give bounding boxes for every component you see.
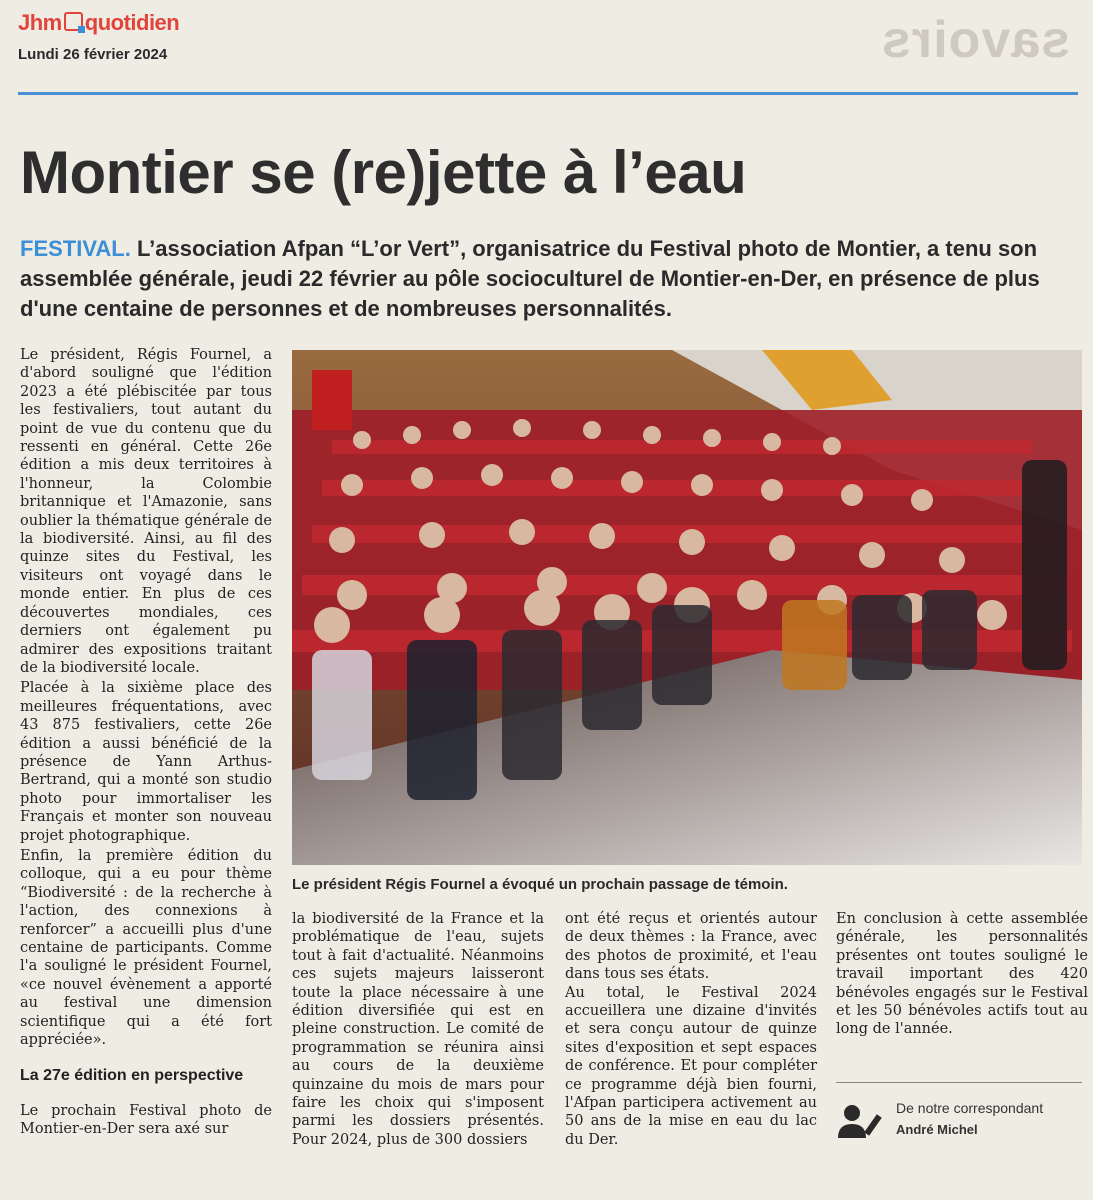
- column-4: [836, 910, 1088, 1039]
- section-name: savoirs: [880, 11, 1070, 69]
- lede-text: L’association Afpan “L’or Vert”, organisatrice du Festival photo de Montier, a tenu son assemblée générale, jeudi 22 février au pôle socioculturel de Montier-en-Der, en présence de plus d'une centaine de personnes et de nombreuses personnalités.: [20, 236, 1040, 321]
- column-4-text: En conclusion à cette assemblée générale, les personnalités présentes ont toutes souligné le travail important des 420 bénévoles engagés sur le Festival et les 50 bénévoles actifs tout au long de l'année.: [836, 911, 1088, 1038]
- brand-name: quotidien: [84, 10, 180, 35]
- byline-divider: [836, 1082, 1082, 1083]
- column-2: [292, 910, 544, 1149]
- auditorium-photo: [292, 350, 1082, 865]
- brand-logo[interactable]: [18, 10, 179, 36]
- paragraph-1: Le président, Régis Fournel, a d'abord souligné que l'édition 2023 a été plébiscitée par tous les festivaliers, tout autant du point de vue du contenu que du ressenti en général. Cette 26e édition a mis deux territoires à l'honneur, la Colombie britannique et l'Amazonie, sans oublier la thématique générale de la biodiversité. Ainsi, au fil des quinze sites du Festival, les visiteurs ont voyagé dans le monde entier. En plus de ces découvertes mondiales, ces derniers ont également pu admirer des expositions traitant de la biodiversité locale.: [20, 347, 272, 676]
- column-3-text-b: Au total, le Festival 2024 accueillera une dizaine d'invités et sera conçu autour de quinze sites d'exposition et sept espaces de conférence. Et pour compléter ce programme déjà bien fourni, l'Afpan participera activement au 50 ans de la mise en eau du lac du Der.: [565, 984, 817, 1148]
- byline-name: André Michel: [896, 1122, 978, 1137]
- byline-label: De notre correspondant: [896, 1100, 1044, 1116]
- article-title: Montier se (re)jette à l’eau: [20, 139, 747, 206]
- brand-mark-icon: [64, 12, 83, 31]
- column-2-text: la biodiversité de la France et la problématique de l'eau, sujets tout à fait d'actualité. Néanmoins ces sujets majeurs laisseront toute la place nécessaire à une édition diversifiée qui est en pleine construction. Le comité de programmation se réunira ainsi au cours de la deuxième quinzaine du mois de mars pour faire les choix qui s'imposent parmi les dossiers présentés. Pour 2024, plus de 300 dossiers: [292, 911, 544, 1148]
- column-1: [20, 346, 272, 1141]
- subheading: La 27e édition en perspective: [20, 1067, 244, 1085]
- masthead: [18, 10, 1078, 90]
- column-3-text-a: ont été reçus et orientés autour de deux thèmes : la France, avec des photos de proximité, et l'eau dans tous ses états.: [565, 911, 817, 983]
- paragraph-2: Placée à la sixième place des meilleures fréquentations, avec 43 875 festivaliers, cette 26e édition a aussi bénéficié de la présence de Yann Arthus-Bertrand, qui a monté son studio photo pour immortaliser les Français et monter son nouveau projet photographique.: [20, 680, 272, 844]
- photo-caption: Le président Régis Fournel a évoqué un prochain passage de témoin.: [292, 876, 788, 893]
- article-lede: [20, 234, 1080, 324]
- header-divider: [18, 92, 1078, 95]
- article-photo: [292, 350, 1082, 865]
- paragraph-4: Le prochain Festival photo de Montier-en-Der sera axé sur: [20, 1102, 272, 1138]
- lede-tag: FESTIVAL.: [20, 236, 131, 261]
- paragraph-3: Enfin, la première édition du colloque, qui a eu pour thème “Biodiversité : de la recherche à l'action, des connexions à renforcer” a accueilli plus d'une centaine de participants. Comme l'a souligné le président Fournel, «ce nouvel évènement a apporté au festival une dimension scientifique qui a été fort appréciée».: [20, 847, 272, 1049]
- issue-date: Lundi 26 février 2024: [18, 46, 168, 63]
- brand-prefix: Jhm: [18, 10, 62, 35]
- correspondent-icon: [836, 1104, 886, 1145]
- column-3: [565, 910, 817, 1149]
